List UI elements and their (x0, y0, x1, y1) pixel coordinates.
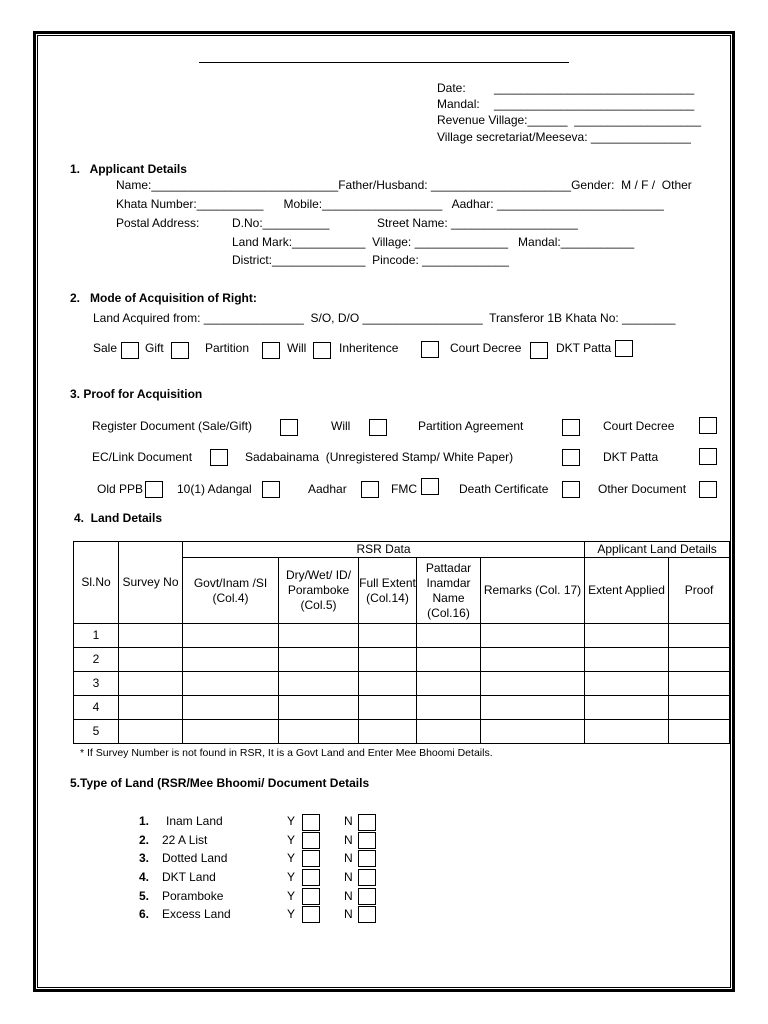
mode-checkbox-inheritence[interactable] (421, 341, 439, 358)
mode-label-gift: Gift (145, 341, 164, 355)
table-cell[interactable] (183, 696, 279, 720)
mandal-label: Mandal: (437, 97, 480, 111)
proof-checkbox-fmc[interactable] (421, 478, 439, 495)
proof-checkbox-register-document[interactable] (280, 419, 298, 436)
section-4-title: 4. Land Details (74, 511, 163, 525)
land-details-table (73, 541, 730, 744)
table-cell[interactable] (585, 672, 669, 696)
proof-checkbox-partition-agreement[interactable] (562, 419, 580, 436)
proof-checkbox-other-document[interactable] (699, 481, 717, 498)
table-cell[interactable] (119, 672, 183, 696)
table-cell[interactable] (669, 624, 730, 648)
table-cell[interactable] (585, 648, 669, 672)
proof-label-other-document: Other Document (598, 482, 687, 496)
proof-label-dkt-patta: DKT Patta (603, 450, 659, 464)
table-cell[interactable] (119, 648, 183, 672)
proof-checkbox-adangal[interactable] (262, 481, 280, 498)
item-label: Excess Land (162, 907, 231, 921)
no-checkbox[interactable] (358, 906, 376, 923)
no-checkbox[interactable] (358, 888, 376, 905)
item-label: Poramboke (162, 889, 224, 903)
mode-checkbox-court-decree[interactable] (530, 342, 548, 359)
table-cell[interactable] (585, 624, 669, 648)
table-footnote: * If Survey Number is not found in RSR, It is a Govt Land and Enter Mee Bhoomi Details. (80, 747, 493, 759)
table-cell[interactable] (481, 720, 585, 744)
table-cell[interactable] (669, 696, 730, 720)
table-cell[interactable] (359, 672, 417, 696)
yes-checkbox[interactable] (302, 814, 320, 831)
yes-label: Y (287, 870, 296, 884)
table-cell[interactable] (417, 648, 481, 672)
table-row (74, 648, 730, 672)
mode-label-court-decree: Court Decree (450, 341, 522, 355)
table-cell[interactable] (359, 696, 417, 720)
table-cell[interactable] (359, 720, 417, 744)
yes-label: Y (287, 833, 296, 847)
proof-checkbox-sadabainama[interactable] (562, 449, 580, 466)
district-row[interactable]: District:______________ Pincode: _____________ (232, 253, 509, 267)
mode-checkbox-sale[interactable] (121, 342, 139, 359)
yes-checkbox[interactable] (302, 832, 320, 849)
table-cell[interactable] (669, 672, 730, 696)
village-secretariat-field[interactable]: Village secretariat/Meeseva: _______________ (437, 130, 691, 144)
land-acquired-row[interactable]: Land Acquired from: _______________ S/O, D/O __________________ Transferor 1B Khata No: ________ (93, 311, 676, 325)
proof-label-aadhar: Aadhar (308, 482, 347, 496)
date-field[interactable]: ______________________________ (494, 81, 695, 95)
table-row (74, 696, 730, 720)
applicant-row-2[interactable]: Khata Number:__________ Mobile:__________________ Aadhar: _________________________ (116, 197, 664, 211)
mandal-field[interactable]: ______________________________ (494, 97, 695, 111)
table-cell[interactable] (417, 672, 481, 696)
no-label: N (344, 870, 353, 884)
row-number: 3 (74, 672, 119, 696)
no-label: N (344, 889, 353, 903)
no-checkbox[interactable] (358, 850, 376, 867)
yes-label: Y (287, 907, 296, 921)
table-cell[interactable] (119, 696, 183, 720)
proof-label-adangal: 10(1) Adangal (177, 482, 252, 496)
table-cell[interactable] (417, 720, 481, 744)
mode-label-inheritence: Inheritence (339, 341, 399, 355)
mode-label-will: Will (287, 341, 307, 355)
table-cell[interactable] (183, 672, 279, 696)
proof-label-will: Will (331, 419, 351, 433)
item-label: Dotted Land (162, 851, 228, 865)
proof-checkbox-ec-link[interactable] (210, 449, 228, 466)
no-label: N (344, 851, 353, 865)
row-number: 4 (74, 696, 119, 720)
col-header-survey-no: Survey No (119, 542, 183, 624)
mode-checkbox-dkt-patta[interactable] (615, 340, 633, 357)
yes-checkbox[interactable] (302, 850, 320, 867)
item-number: 6. (139, 907, 150, 921)
section-2-title: 2. Mode of Acquisition of Right: (70, 291, 257, 305)
proof-checkbox-will[interactable] (369, 419, 387, 436)
table-cell[interactable] (359, 648, 417, 672)
row-number: 2 (74, 648, 119, 672)
row-number: 1 (74, 624, 119, 648)
col-header-rsr-data: RSR Data (183, 542, 585, 558)
title-line (199, 62, 569, 63)
postal-address-label: Postal Address: (116, 216, 200, 230)
yes-checkbox[interactable] (302, 888, 320, 905)
table-cell[interactable] (481, 648, 585, 672)
table-cell[interactable] (669, 720, 730, 744)
no-checkbox[interactable] (358, 832, 376, 849)
table-row (74, 672, 730, 696)
mode-checkbox-will[interactable] (313, 342, 331, 359)
table-cell[interactable] (279, 672, 359, 696)
col-header-applicant-land: Applicant Land Details (585, 542, 730, 558)
table-cell[interactable] (119, 720, 183, 744)
table-cell[interactable] (279, 696, 359, 720)
col-header-pattadar: Pattadar Inamdar Name (Col.16) (417, 558, 481, 624)
table-cell[interactable] (359, 624, 417, 648)
yes-checkbox[interactable] (302, 869, 320, 886)
proof-checkbox-old-ppb[interactable] (145, 481, 163, 498)
no-checkbox[interactable] (358, 869, 376, 886)
proof-checkbox-court-decree[interactable] (699, 417, 717, 434)
section-5-title: 5.Type of Land (RSR/Mee Bhoomi/ Document Details (70, 776, 370, 790)
proof-label-fmc: FMC (391, 482, 417, 496)
table-cell[interactable] (279, 720, 359, 744)
col-header-full-extent: Full Extent (Col.14) (359, 558, 417, 624)
table-cell[interactable] (481, 696, 585, 720)
col-header-remarks: Remarks (Col. 17) (481, 558, 585, 624)
table-cell[interactable] (481, 624, 585, 648)
proof-checkbox-dkt-patta[interactable] (699, 448, 717, 465)
no-label: N (344, 907, 353, 921)
table-cell[interactable] (183, 624, 279, 648)
table-cell[interactable] (119, 624, 183, 648)
table-cell[interactable] (585, 720, 669, 744)
table-cell[interactable] (279, 624, 359, 648)
proof-label-partition-agreement: Partition Agreement (418, 419, 524, 433)
proof-label-ec-link: EC/Link Document (92, 450, 193, 464)
table-cell[interactable] (183, 720, 279, 744)
table-cell[interactable] (417, 624, 481, 648)
mode-checkbox-partition[interactable] (262, 342, 280, 359)
no-checkbox[interactable] (358, 814, 376, 831)
dno-field[interactable]: D.No:__________ (232, 216, 330, 230)
proof-checkbox-aadhar[interactable] (361, 481, 379, 498)
mode-label-dkt-patta: DKT Patta (556, 341, 612, 355)
landmark-row[interactable]: Land Mark:___________ Village: ______________ Mandal:___________ (232, 235, 635, 249)
table-cell[interactable] (183, 648, 279, 672)
table-row (74, 624, 730, 648)
item-number: 4. (139, 870, 150, 884)
table-cell[interactable] (585, 696, 669, 720)
col-header-proof: Proof (669, 558, 730, 624)
section-3-title: 3. Proof for Acquisition (70, 387, 203, 401)
table-cell[interactable] (417, 696, 481, 720)
date-label: Date: (437, 81, 466, 95)
no-label: N (344, 814, 353, 828)
item-number: 1. (139, 814, 150, 828)
yes-label: Y (287, 814, 296, 828)
proof-label-death-certificate: Death Certificate (459, 482, 549, 496)
proof-label-old-ppb: Old PPB (97, 482, 144, 496)
yes-checkbox[interactable] (302, 906, 320, 923)
col-header-govt-inam: Govt/Inam /SI (Col.4) (183, 558, 279, 624)
applicant-row-1[interactable]: Name:____________________________Father/Husband: _____________________Gender: M / F / Other (116, 178, 692, 192)
item-label: Inam Land (166, 814, 223, 828)
section-1-title: 1. Applicant Details (70, 162, 187, 176)
proof-label-court-decree: Court Decree (603, 419, 675, 433)
col-header-extent-applied: Extent Applied (585, 558, 669, 624)
col-header-dry-wet: Dry/Wet/ ID/ Poramboke (Col.5) (279, 558, 359, 624)
mode-label-sale: Sale (93, 341, 118, 355)
mode-checkbox-gift[interactable] (171, 342, 189, 359)
no-label: N (344, 833, 353, 847)
revenue-village-field[interactable]: Revenue Village:______ ___________________ (437, 113, 702, 127)
table-cell[interactable] (481, 672, 585, 696)
proof-label-register-document: Register Document (Sale/Gift) (92, 419, 253, 433)
table-row (74, 720, 730, 744)
mode-label-partition: Partition (205, 341, 250, 355)
table-cell[interactable] (669, 648, 730, 672)
item-label: 22 A List (162, 833, 208, 847)
item-number: 3. (139, 851, 150, 865)
item-label: DKT Land (162, 870, 216, 884)
proof-checkbox-death-certificate[interactable] (562, 481, 580, 498)
item-number: 2. (139, 833, 150, 847)
yes-label: Y (287, 889, 296, 903)
table-cell[interactable] (279, 648, 359, 672)
item-number: 5. (139, 889, 150, 903)
yes-label: Y (287, 851, 296, 865)
proof-label-sadabainama: Sadabainama (Unregistered Stamp/ White Paper) (245, 450, 514, 464)
col-header-slno: Sl.No (74, 542, 119, 624)
row-number: 5 (74, 720, 119, 744)
street-field[interactable]: Street Name: ___________________ (377, 216, 578, 230)
